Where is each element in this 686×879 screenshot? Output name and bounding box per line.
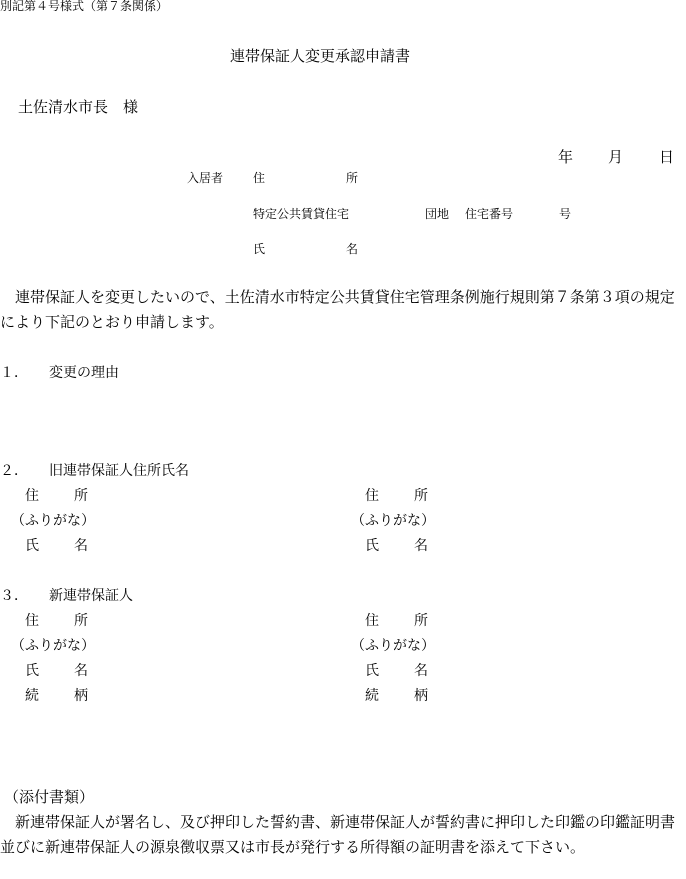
old-guarantor-right-name-label-2: 名 — [414, 538, 428, 554]
new-guarantor-left-name-label-1: 氏 — [25, 663, 39, 679]
section3-title: 新連帯保証人 — [49, 588, 133, 604]
new-guarantor-right-address-label-1: 住 — [365, 613, 379, 629]
old-guarantor-left-name-label-1: 氏 — [25, 538, 39, 554]
new-guarantor-left-relation-label-1: 続 — [25, 688, 39, 704]
new-guarantor-right-relation-label-1: 続 — [365, 688, 379, 704]
old-guarantor-right-address-label-1: 住 — [365, 488, 379, 504]
document-title: 連帯保証人変更承認申請書 — [230, 47, 411, 65]
applicant-address-label-2: 所 — [346, 171, 359, 185]
new-guarantor-right-name-label-1: 氏 — [365, 663, 379, 679]
new-guarantor-left-address-label-1: 住 — [25, 613, 39, 629]
danchi-label: 団地 — [425, 207, 450, 221]
old-guarantor-left-furigana-label: （ふりがな） — [11, 513, 95, 529]
housing-label: 特定公共賃貸住宅 — [253, 207, 350, 221]
section2-number: ２． — [0, 463, 28, 479]
new-guarantor-left-address-label-2: 所 — [74, 613, 88, 629]
old-guarantor-right-name-label-1: 氏 — [365, 538, 379, 554]
new-guarantor-left-relation-label-2: 柄 — [74, 688, 88, 704]
applicant-address-label-1: 住 — [253, 171, 266, 185]
old-guarantor-right-address-label-2: 所 — [414, 488, 428, 504]
applicant-name-label-1: 氏 — [253, 242, 266, 256]
date-month-label: 月 — [608, 148, 624, 166]
applicant-role-label: 入居者 — [187, 171, 224, 185]
new-guarantor-left-name-label-2: 名 — [74, 663, 88, 679]
new-guarantor-right-furigana-label: （ふりがな） — [351, 638, 435, 654]
addressee: 土佐清水市長 様 — [18, 98, 139, 116]
new-guarantor-left-furigana-label: （ふりがな） — [11, 638, 95, 654]
new-guarantor-right-relation-label-2: 柄 — [414, 688, 428, 704]
old-guarantor-left-name-label-2: 名 — [74, 538, 88, 554]
request-body-text: 連帯保証人を変更したいので、土佐清水市特定公共賃貸住宅管理条例施行規則第７条第３項の規定により下記のとおり申請します。 — [0, 288, 675, 331]
section1-title: 変更の理由 — [49, 365, 119, 381]
new-guarantor-right-address-label-2: 所 — [414, 613, 428, 629]
new-guarantor-right-name-label-2: 名 — [414, 663, 428, 679]
old-guarantor-right-furigana-label: （ふりがな） — [351, 513, 435, 529]
section3-number: ３． — [0, 588, 28, 604]
old-guarantor-left-address-label-1: 住 — [25, 488, 39, 504]
housing-number-label: 住宅番号 — [465, 207, 514, 221]
attachments-heading: （添付書類） — [4, 788, 95, 806]
applicant-name-label-2: 名 — [346, 242, 359, 256]
section2-title: 旧連帯保証人住所氏名 — [49, 463, 189, 479]
old-guarantor-left-address-label-2: 所 — [74, 488, 88, 504]
attachments-text: 新連帯保証人が署名し、及び押印した誓約書、新連帯保証人が誓約書に押印した印鑑の印鑑証明書並びに新連帯保証人の源泉徴収票又は市長が発行する所得額の証明書を添えて下さい。 — [0, 813, 676, 856]
date-year-label: 年 — [558, 148, 574, 166]
section1-number: １． — [0, 365, 28, 381]
date-day-label: 日 — [659, 148, 675, 166]
form-number: 別記第４号様式（第７条関係） — [0, 0, 169, 13]
housing-number-suffix: 号 — [559, 207, 572, 221]
